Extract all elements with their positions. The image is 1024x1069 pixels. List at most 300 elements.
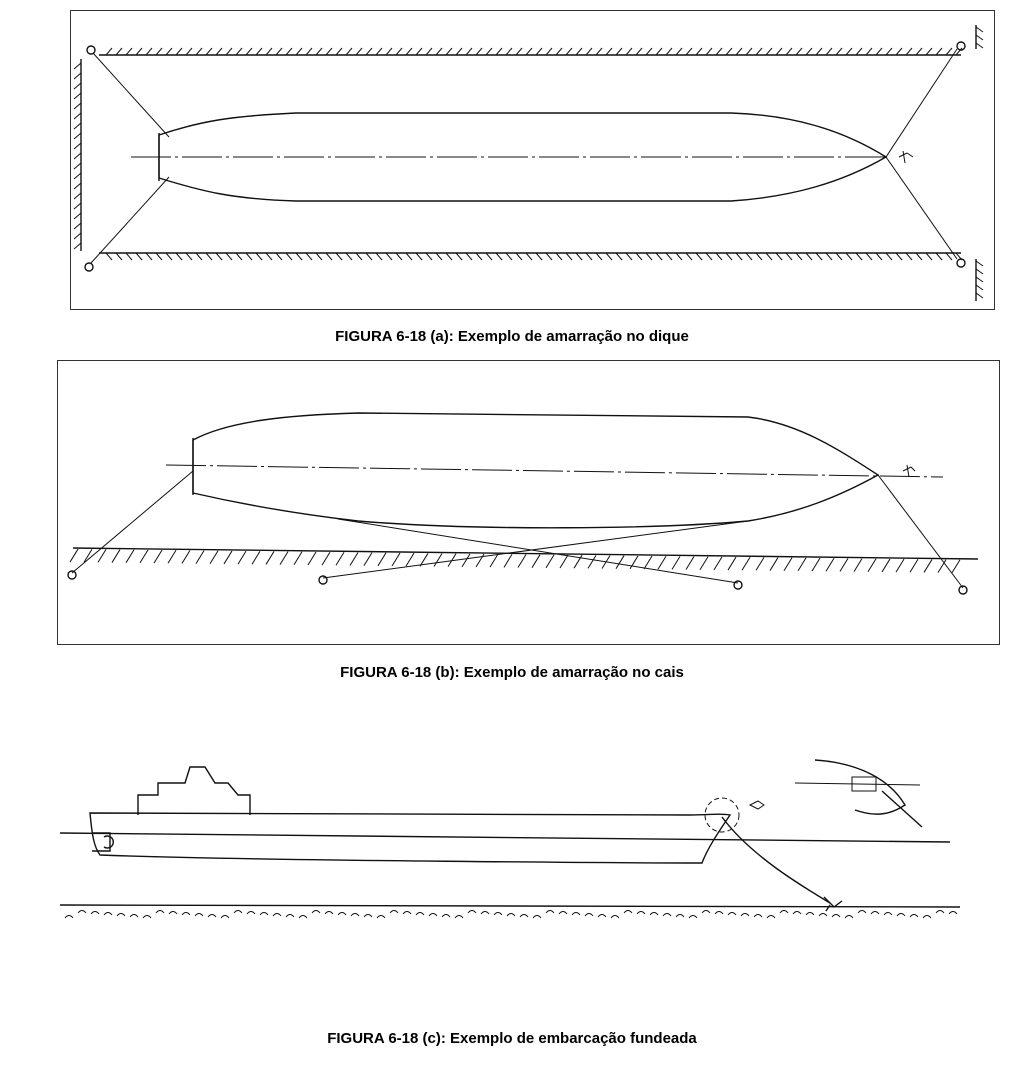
anchor-detail-hull <box>815 760 905 814</box>
figure-c-area <box>60 755 960 935</box>
hatch-mark <box>586 253 592 260</box>
hatch-mark <box>946 253 952 260</box>
hatch-mark <box>976 27 983 32</box>
seabed-mark <box>338 913 346 916</box>
hatch-mark <box>356 253 362 260</box>
hatch-mark <box>466 48 472 55</box>
seabed-mark <box>299 916 307 919</box>
hatch-mark <box>636 48 642 55</box>
seabed-mark <box>741 914 749 917</box>
bollard <box>319 576 327 584</box>
hatch-mark <box>416 48 422 55</box>
hatch-mark <box>306 253 312 260</box>
hatch-mark <box>736 253 742 260</box>
hatch-mark <box>846 48 852 55</box>
figure-a-caption: FIGURA 6-18 (a): Exemplo de amarração no dique <box>335 328 689 345</box>
hatch-mark <box>714 557 722 570</box>
hatch-mark <box>146 253 152 260</box>
dock-right-hatching <box>976 27 983 298</box>
seabed-mark <box>780 911 788 914</box>
hatch-mark <box>616 48 622 55</box>
hatch-mark <box>560 555 568 568</box>
hatch-mark <box>406 48 412 55</box>
hatch-mark <box>812 558 820 571</box>
hatch-mark <box>186 48 192 55</box>
hatch-mark <box>236 48 242 55</box>
hatch-mark <box>876 253 882 260</box>
waterline <box>60 833 950 842</box>
anchor-detail-axis <box>795 783 920 785</box>
hatch-mark <box>366 48 372 55</box>
seabed-mark <box>897 914 905 917</box>
hatch-mark <box>216 253 222 260</box>
anchor-icon <box>899 151 913 163</box>
dock-end-hatching <box>74 63 81 249</box>
mooring-line <box>72 471 193 573</box>
hatch-mark <box>576 253 582 260</box>
hatch-mark <box>646 253 652 260</box>
seabed-mark <box>728 913 736 916</box>
hatch-mark <box>326 48 332 55</box>
seabed-mark <box>169 912 177 915</box>
seabed-mark <box>559 912 567 915</box>
anchor-icon <box>903 465 915 477</box>
seabed-mark <box>676 915 684 918</box>
hatch-mark <box>496 253 502 260</box>
hatch-mark <box>256 48 262 55</box>
hatch-mark <box>386 48 392 55</box>
hatch-mark <box>74 83 81 89</box>
mooring-line <box>93 53 169 137</box>
hatch-mark <box>186 253 192 260</box>
hatch-mark <box>286 48 292 55</box>
seabed-mark <box>910 915 918 918</box>
hatch-mark <box>910 559 918 572</box>
hatch-mark <box>596 48 602 55</box>
hatch-mark <box>462 554 470 567</box>
hatch-mark <box>336 253 342 260</box>
hatch-mark <box>916 48 922 55</box>
hatch-mark <box>586 48 592 55</box>
anchor-icon <box>824 897 842 911</box>
hatch-mark <box>686 48 692 55</box>
seabed-mark <box>325 912 333 915</box>
hatch-mark <box>976 43 983 48</box>
hatch-mark <box>976 285 983 290</box>
hatch-mark <box>506 253 512 260</box>
hatch-mark <box>166 253 172 260</box>
hatch-mark <box>756 557 764 570</box>
hatch-mark <box>406 253 412 260</box>
hatch-mark <box>868 559 876 572</box>
hatch-mark <box>886 48 892 55</box>
hatch-mark <box>516 253 522 260</box>
hatch-mark <box>366 253 372 260</box>
hatch-mark <box>416 253 422 260</box>
hatch-mark <box>798 558 806 571</box>
hatch-mark <box>658 556 666 569</box>
seabed-mark <box>377 916 385 919</box>
ship-hull <box>90 813 730 863</box>
hatch-mark <box>796 48 802 55</box>
hatch-mark <box>936 48 942 55</box>
hatch-mark <box>266 48 272 55</box>
hatch-mark <box>616 253 622 260</box>
hatch-mark <box>266 551 274 564</box>
hatch-mark <box>336 48 342 55</box>
hatch-mark <box>596 253 602 260</box>
hatch-mark <box>886 253 892 260</box>
hatch-mark <box>546 555 554 568</box>
hatch-mark <box>506 48 512 55</box>
hatch-mark <box>216 48 222 55</box>
hatch-mark <box>406 553 414 566</box>
hatch-mark <box>916 253 922 260</box>
hatch-mark <box>336 552 344 565</box>
hatch-mark <box>364 553 372 566</box>
hatch-mark <box>726 253 732 260</box>
hatch-mark <box>74 63 81 69</box>
hatch-mark <box>856 48 862 55</box>
hatch-mark <box>316 253 322 260</box>
hatch-mark <box>976 277 983 282</box>
hatch-mark <box>700 557 708 570</box>
hatch-mark <box>326 253 332 260</box>
hatch-mark <box>156 253 162 260</box>
hatch-mark <box>646 48 652 55</box>
hatch-mark <box>776 253 782 260</box>
hatch-mark <box>246 253 252 260</box>
hatch-mark <box>386 253 392 260</box>
hatch-mark <box>882 559 890 572</box>
hatch-mark <box>246 48 252 55</box>
hatch-mark <box>346 253 352 260</box>
bollard-top-left <box>87 46 95 54</box>
hatch-mark <box>496 48 502 55</box>
hatch-mark <box>786 48 792 55</box>
hatch-mark <box>676 48 682 55</box>
hatch-mark <box>516 48 522 55</box>
hatch-mark <box>116 253 122 260</box>
propeller-icon <box>92 833 113 851</box>
hatch-mark <box>256 253 262 260</box>
hatch-mark <box>296 48 302 55</box>
hatch-mark <box>98 549 106 562</box>
hatch-mark <box>308 552 316 565</box>
seabed-mark <box>65 916 73 919</box>
hatch-mark <box>456 253 462 260</box>
figure-c-diagram <box>60 755 960 935</box>
hatch-mark <box>70 549 78 562</box>
hatch-mark <box>74 113 81 119</box>
hatch-mark <box>296 253 302 260</box>
hatch-mark <box>686 253 692 260</box>
hatch-mark <box>136 253 142 260</box>
hatch-mark <box>206 48 212 55</box>
hatch-mark <box>226 253 232 260</box>
seabed-mark <box>663 914 671 917</box>
hatch-mark <box>84 549 92 562</box>
hatch-mark <box>276 253 282 260</box>
hatch-mark <box>136 48 142 55</box>
seabed-mark <box>819 914 827 917</box>
seabed-mark <box>832 915 840 918</box>
hatch-mark <box>154 550 162 563</box>
seabed-mark <box>455 916 463 919</box>
seabed-mark <box>312 911 320 914</box>
hatch-mark <box>924 559 932 572</box>
seabed-mark <box>364 915 372 918</box>
hatch-mark <box>816 253 822 260</box>
hatch-mark <box>766 48 772 55</box>
seabed-mark <box>598 915 606 918</box>
hatch-mark <box>74 213 81 219</box>
hatch-mark <box>556 48 562 55</box>
hatch-mark <box>976 35 983 40</box>
seabed-mark <box>403 912 411 915</box>
hatch-mark <box>286 253 292 260</box>
hatch-mark <box>696 48 702 55</box>
hatch-mark <box>74 73 81 79</box>
hatch-mark <box>294 552 302 565</box>
hatch-mark <box>74 193 81 199</box>
hatch-mark <box>936 253 942 260</box>
mooring-line <box>323 521 748 578</box>
mooring-line <box>91 177 169 263</box>
hatch-mark <box>976 269 983 274</box>
hatch-mark <box>786 253 792 260</box>
hatch-mark <box>536 253 542 260</box>
hatch-mark <box>252 551 260 564</box>
hatch-mark <box>686 557 694 570</box>
hatch-mark <box>766 253 772 260</box>
anchor-mark-icon <box>750 801 764 809</box>
seabed-mark <box>949 912 957 915</box>
hatch-mark <box>238 551 246 564</box>
seabed-mark <box>234 911 242 914</box>
hatch-mark <box>196 48 202 55</box>
hatch-mark <box>532 555 540 568</box>
hatch-mark <box>126 48 132 55</box>
seabed-mark <box>247 912 255 915</box>
seabed-texture <box>65 911 957 919</box>
hatch-mark <box>854 559 862 572</box>
seabed-mark <box>806 913 814 916</box>
hatch-mark <box>74 103 81 109</box>
hatch-mark <box>486 253 492 260</box>
seabed-mark <box>585 914 593 917</box>
seabed-mark <box>520 915 528 918</box>
hatch-mark <box>106 48 112 55</box>
seabed-mark <box>624 911 632 914</box>
hatch-mark <box>606 48 612 55</box>
hatch-mark <box>156 48 162 55</box>
seabed-mark <box>715 912 723 915</box>
hatch-mark <box>426 48 432 55</box>
hatch-mark <box>576 48 582 55</box>
hatch-mark <box>636 253 642 260</box>
bollard <box>734 581 742 589</box>
hatch-mark <box>466 253 472 260</box>
seabed-mark <box>221 916 229 919</box>
figure-b-diagram <box>58 361 1001 646</box>
hatch-mark <box>616 556 624 569</box>
seabed-mark <box>637 912 645 915</box>
hatch-mark <box>196 253 202 260</box>
hatch-mark <box>566 253 572 260</box>
hatch-mark <box>140 550 148 563</box>
hatch-mark <box>476 554 484 567</box>
hatch-mark <box>276 48 282 55</box>
seabed-mark <box>884 913 892 916</box>
hatch-mark <box>74 243 81 249</box>
hatch-mark <box>526 48 532 55</box>
hatch-mark <box>756 253 762 260</box>
hatch-mark <box>126 550 134 563</box>
hatch-mark <box>606 253 612 260</box>
hatch-mark <box>476 253 482 260</box>
dock-bottom-hatching <box>106 253 962 260</box>
dock-top-hatching <box>106 48 962 55</box>
seabed-mark <box>91 912 99 915</box>
hatch-mark <box>166 48 172 55</box>
hatch-mark <box>836 48 842 55</box>
ship-centerline <box>166 465 943 477</box>
hatch-mark <box>306 48 312 55</box>
hatch-mark <box>706 253 712 260</box>
hatch-mark <box>206 253 212 260</box>
hatch-mark <box>716 253 722 260</box>
seabed-mark <box>208 915 216 918</box>
hatch-mark <box>696 253 702 260</box>
hatch-mark <box>726 48 732 55</box>
hatch-mark <box>74 143 81 149</box>
seabed-mark <box>845 916 853 919</box>
hatch-mark <box>896 48 902 55</box>
bollard <box>68 571 76 579</box>
anchor-chain <box>722 817 830 903</box>
hatch-mark <box>938 560 946 573</box>
seabed-mark <box>130 915 138 918</box>
seabed-mark <box>286 915 294 918</box>
mooring-line <box>886 49 957 157</box>
mooring-line <box>338 519 738 583</box>
hatch-mark <box>486 48 492 55</box>
hatch-mark <box>728 557 736 570</box>
mooring-line <box>886 157 957 259</box>
seabed-mark <box>494 913 502 916</box>
figure-a-diagram <box>71 11 996 311</box>
hatch-mark <box>168 550 176 563</box>
figure-b-frame <box>57 360 1000 645</box>
hatch-mark <box>446 48 452 55</box>
hatch-mark <box>436 253 442 260</box>
hatch-mark <box>74 163 81 169</box>
hatch-mark <box>896 559 904 572</box>
seabed-mark <box>858 911 866 914</box>
hatch-mark <box>346 48 352 55</box>
seabed-mark <box>507 914 515 917</box>
hatch-mark <box>196 551 204 564</box>
seabed-mark <box>754 915 762 918</box>
hatch-mark <box>656 48 662 55</box>
hatch-mark <box>446 253 452 260</box>
hatch-mark <box>876 48 882 55</box>
hatch-mark <box>176 253 182 260</box>
hatch-mark <box>280 552 288 565</box>
hatch-mark <box>376 48 382 55</box>
hatch-mark <box>906 48 912 55</box>
hatch-mark <box>490 554 498 567</box>
hatch-mark <box>74 173 81 179</box>
hatch-mark <box>952 560 960 573</box>
hatch-mark <box>556 253 562 260</box>
hatch-mark <box>946 48 952 55</box>
seabed-line <box>60 905 960 907</box>
hatch-mark <box>116 48 122 55</box>
hatch-mark <box>266 253 272 260</box>
bollard-bottom-left <box>85 263 93 271</box>
hatch-mark <box>74 203 81 209</box>
seabed-mark <box>611 916 619 919</box>
seabed-mark <box>871 912 879 915</box>
seabed-mark <box>546 911 554 914</box>
seabed-mark <box>936 911 944 914</box>
hatch-mark <box>896 253 902 260</box>
hatch-mark <box>536 48 542 55</box>
seabed-mark <box>429 914 437 917</box>
hatch-mark <box>392 553 400 566</box>
hatch-mark <box>672 556 680 569</box>
hatch-mark <box>666 48 672 55</box>
hatch-mark <box>546 48 552 55</box>
seabed-mark <box>923 916 931 919</box>
hatch-mark <box>846 253 852 260</box>
hatch-mark <box>588 555 596 568</box>
hatch-mark <box>74 133 81 139</box>
hatch-mark <box>666 253 672 260</box>
hatch-mark <box>526 253 532 260</box>
figure-c-caption: FIGURA 6-18 (c): Exemplo de embarcação fundeada <box>327 1030 697 1047</box>
hatch-mark <box>106 253 112 260</box>
hatch-mark <box>626 253 632 260</box>
hatch-mark <box>356 48 362 55</box>
hatch-mark <box>746 48 752 55</box>
hatch-mark <box>826 253 832 260</box>
seabed-mark <box>156 911 164 914</box>
seabed-mark <box>104 913 112 916</box>
quay-edge <box>73 548 978 559</box>
seabed-mark <box>533 916 541 919</box>
hatch-mark <box>770 558 778 571</box>
seabed-mark <box>416 913 424 916</box>
hatch-mark <box>826 48 832 55</box>
figure-b-caption: FIGURA 6-18 (b): Exemplo de amarração no cais <box>340 664 684 681</box>
hatch-mark <box>644 556 652 569</box>
hatch-mark <box>706 48 712 55</box>
seabed-mark <box>442 915 450 918</box>
hatch-mark <box>656 253 662 260</box>
hatch-mark <box>376 253 382 260</box>
hatch-mark <box>736 48 742 55</box>
hatch-mark <box>742 557 750 570</box>
hatch-mark <box>316 48 322 55</box>
hatch-mark <box>866 253 872 260</box>
hatch-mark <box>182 550 190 563</box>
seabed-mark <box>767 916 775 919</box>
hatch-mark <box>126 253 132 260</box>
hatch-mark <box>350 552 358 565</box>
